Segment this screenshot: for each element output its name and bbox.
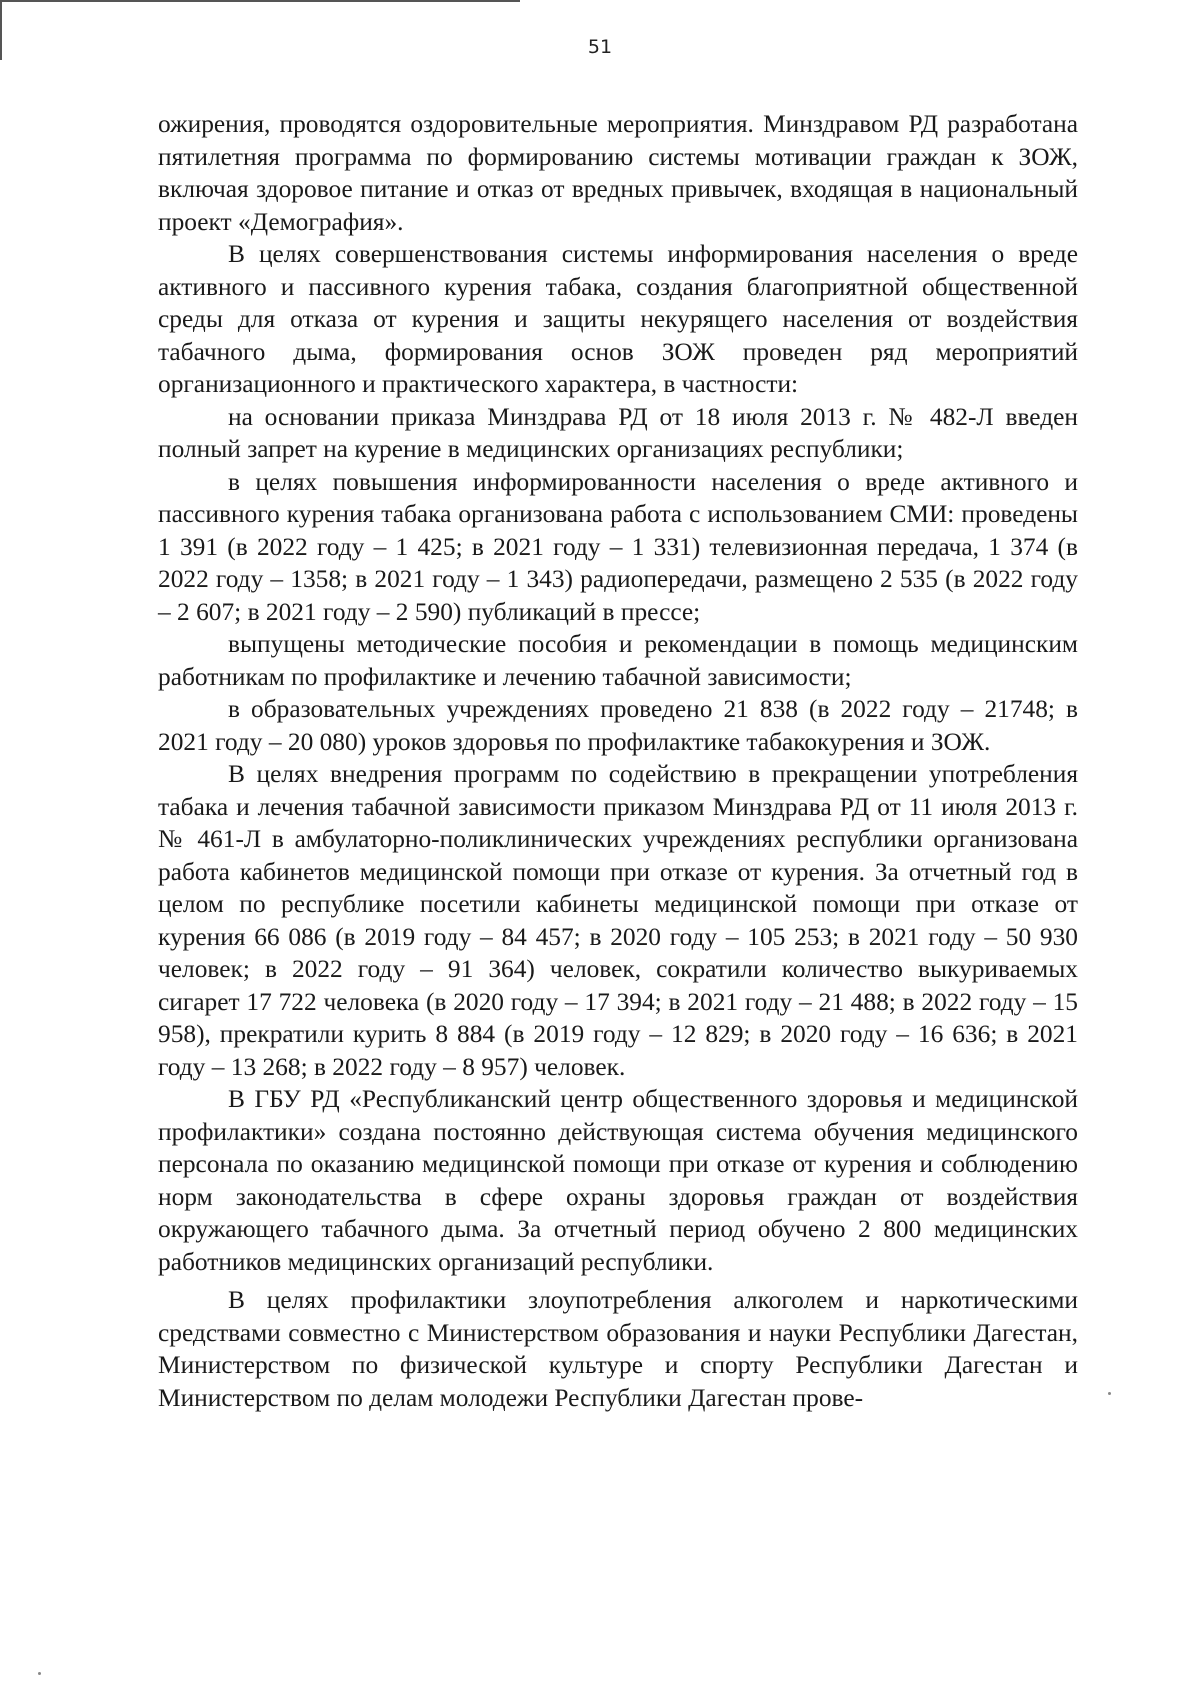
document-body <box>158 108 1078 1414</box>
paragraph-staff-training: В ГБУ РД «Республиканский центр общественного здоровья и медицинской профилактики» создана постоянно действующая система обучения медицинского персонала по оказанию медицинской помощи при отказе от курения и соблюдению норм законодательства в сфере охраны здоровья граждан от воздействия окружающего табачного дыма. За отчетный период обучено 2 800 медицинских работников медицинских организаций республики. <box>158 1085 1078 1276</box>
paragraph-health-lessons: в образовательных учреждениях проведено 21 838 (в 2022 году – 21748; в 2021 году – 20 080) уроков здоровья по профилактике табакокурения и ЗОЖ. <box>158 695 1078 756</box>
scan-edge-top <box>0 0 520 2</box>
paragraph-cessation-offices: В целях внедрения программ по содействию в прекращении употребления табака и лечения табачной зависимости приказом Минздрава РД от 11 июля 2013 г. № 461-Л в амбулаторно-поликлинических учреждениях республики организована работа кабинетов медицинской помощи при отказе от курения. За отчетный год в целом по республике посетили кабинеты медицинской помощи при отказе от курения 66 086 (в 2019 году – 84 457; в 2020 году – 105 253; в 2021 году – 50 930 человек; в 2022 году – 91 364) человек, сократили количество выкуриваемых сигарет 17 722 человека (в 2020 году – 17 394; в 2021 году – 21 488; в 2022 году – 15 958), прекратили курить 8 884 (в 2019 году – 12 829; в 2020 году – 16 636; в 2021 году – 13 268; в 2022 году – 8 957) человек. <box>158 760 1078 1081</box>
page-number: 51 <box>587 36 613 58</box>
paragraph-smoking-information: В целях совершенствования системы информирования населения о вреде активного и пассивного курения табака, создания благоприятной общественной среды для отказа от курения и защиты некурящего населения от воздействия табачного дыма, формирования основ ЗОЖ проведен ряд мероприятий организационного и практического характера, в частности: <box>158 240 1078 398</box>
paragraph-smoking-ban-order: на основании приказа Минздрава РД от 18 июля 2013 г. № 482-Л введен полный запрет на курение в медицинских организациях республики; <box>158 402 1078 463</box>
paragraph-media-campaign: в целях повышения информированности населения о вреде активного и пассивного курения табака организована работа с использованием СМИ: проведены 1 391 (в 2022 году – 1 425; в 2021 году – 1 331) телевизионная передача, 1 374 (в 2022 году – 1358; в 2021 году – 1 343) радиопередачи, размещено 2 535 (в 2022 году – 2 607; в 2021 году – 2 590) публикаций в прессе; <box>158 467 1078 626</box>
paragraph-alcohol-prevention: В целях профилактики злоупотребления алкоголем и наркотическими средствами совместно с Министерством образования и науки Республики Дагестан, Министерством по физической культуре и спорту Республики Дагестан и Министерством по делам молодежи Республики Дагестан прове- <box>158 1286 1078 1412</box>
paragraph-obesity-program: ожирения, проводятся оздоровительные мероприятия. Минздравом РД разработана пятилетняя программа по формированию системы мотивации граждан к ЗОЖ, включая здоровое питание и отказ от вредных привычек, входящая в национальный проект «Демография». <box>158 110 1078 236</box>
scan-speck <box>38 1672 41 1675</box>
paragraph-methodical-manuals: выпущены методические пособия и рекомендации в помощь медицинским работникам по профилактике и лечению табачной зависимости; <box>158 630 1078 691</box>
scan-speck <box>1108 1392 1111 1395</box>
